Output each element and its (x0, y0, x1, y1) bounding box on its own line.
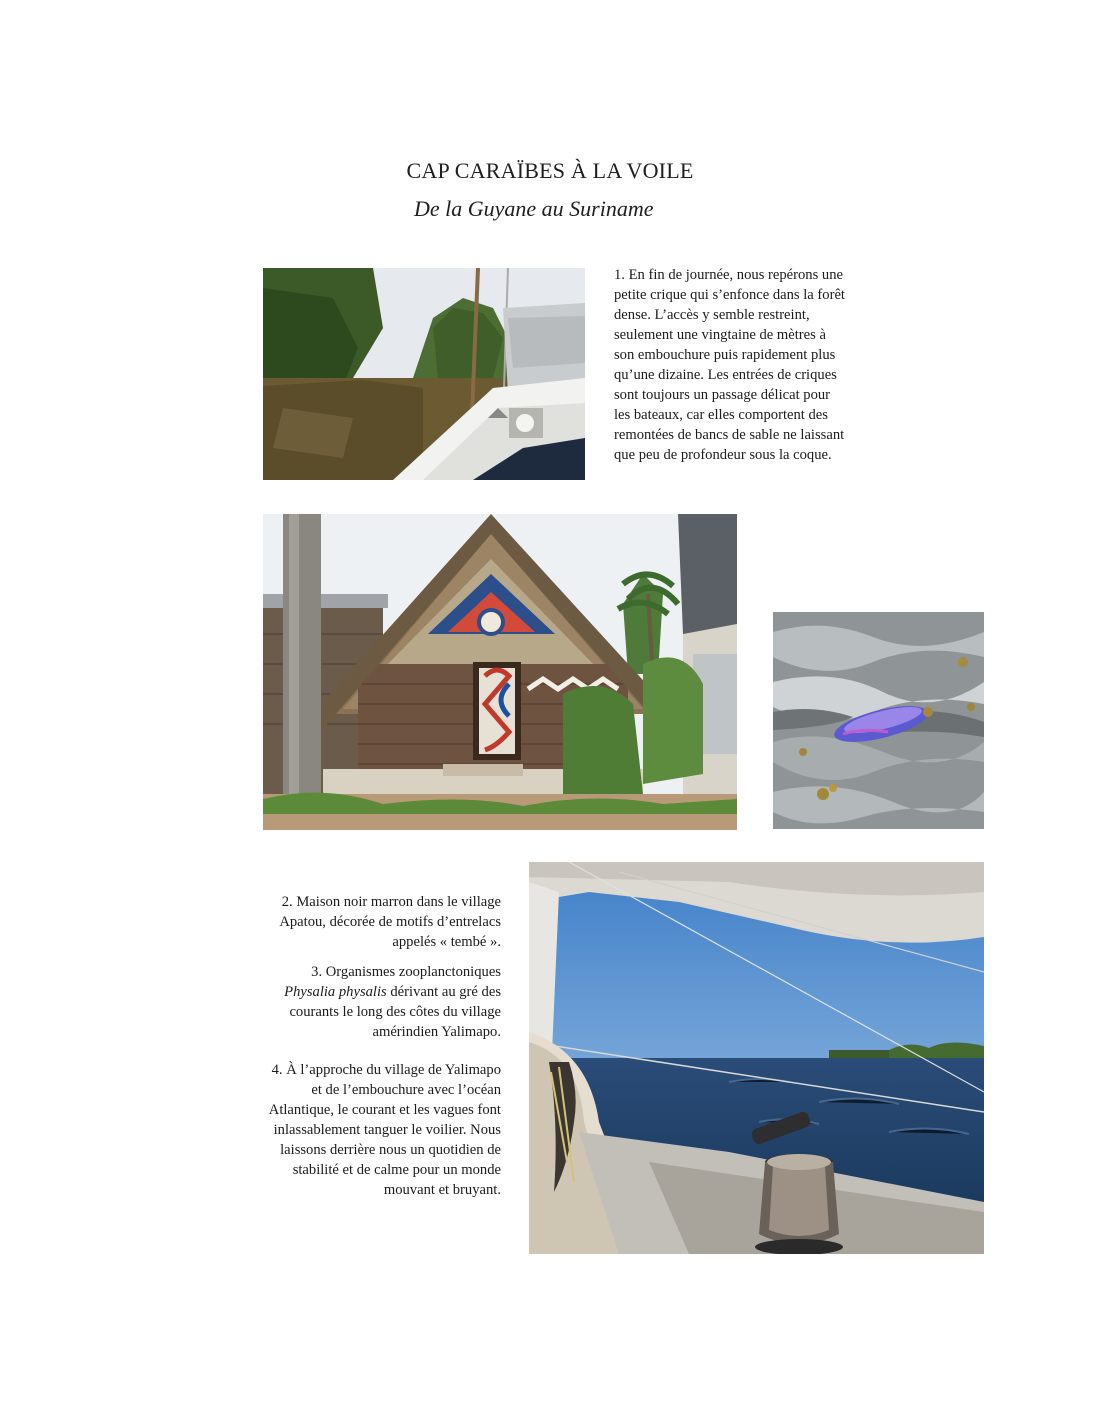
caption-4 (265, 1060, 501, 1200)
caption-4-text: À l’approche du village de Yalimapo et de l’embouchure avec l’océan Atlantique, le courant et les vagues font inlassablement tanguer le voilier. Nous laissons derrière nous un quotidien de stabilité et de calme pour un monde mouvant et bruyant. (268, 1062, 501, 1198)
caption-3-text-after: dérivant au gré des courants le long des côtes du village amérindien Yalimapo. (289, 984, 501, 1040)
caption-3-species: Physalia physalis (284, 984, 387, 1000)
caption-3 (265, 962, 501, 1042)
caption-1-text: En fin de journée, nous repérons une petite crique qui s’enfonce dans la forêt dense. L’accès y semble restreint, seulement une vingtaine de mètres à son embouchure puis rapidement plus qu’une dizaine. Les entrées de criques sont toujours un passage délicat pour les bateaux, car elles comportent des remontées de bancs de sable ne laissant que peu de profondeur sous la coque. (614, 267, 845, 463)
caption-3-number: 3. (311, 964, 323, 980)
page-subtitle: De la Guyane au Suriname (414, 196, 654, 221)
photo-maroon-house (263, 514, 737, 830)
caption-3-text-before: Organismes zooplanctoniques (325, 964, 501, 980)
captions-left-column (265, 892, 501, 1200)
caption-1-number: 1. (614, 267, 625, 283)
caption-2-text: Maison noir marron dans le village Apatou, décorée de motifs d’entrelacs appelés « tembé ». (279, 894, 501, 950)
photo-creek-sailboat (263, 268, 585, 480)
photo-physalia (773, 612, 984, 829)
caption-4-number: 4. (271, 1062, 283, 1078)
page-title: CAP CARAÏBES À LA VOILE (406, 158, 694, 183)
caption-1 (614, 265, 849, 465)
photo-sailboat-winch (529, 862, 984, 1254)
caption-2 (265, 892, 501, 952)
caption-2-number: 2. (281, 894, 293, 910)
